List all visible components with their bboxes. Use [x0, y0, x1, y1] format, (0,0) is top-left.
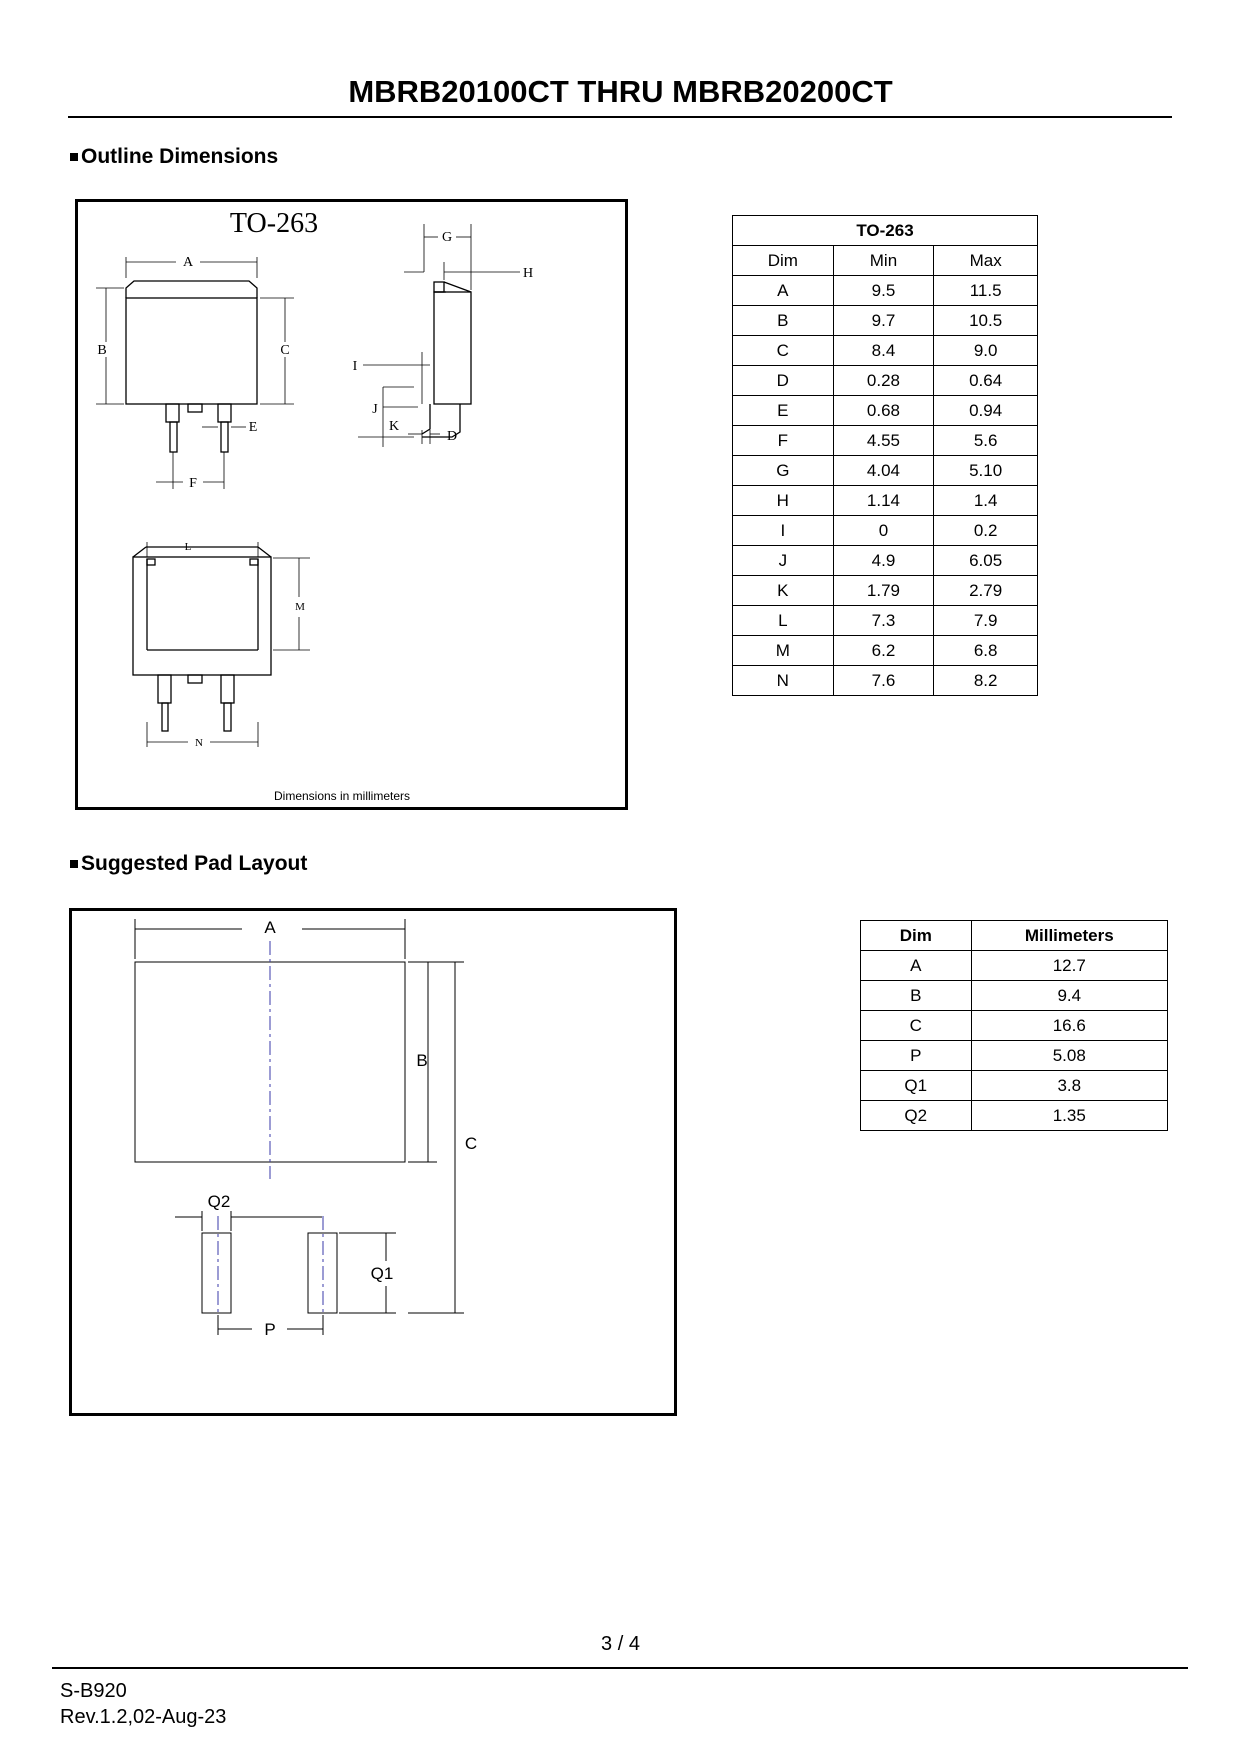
drawing-title: TO-263: [229, 208, 319, 239]
table-caption: TO-263: [733, 216, 1038, 246]
outline-dimension-table: [732, 215, 1038, 696]
table-row: N 7.6 8.2: [733, 666, 1038, 696]
pad-heading: [70, 852, 307, 876]
outline-heading-text: Outline Dimensions: [81, 145, 279, 168]
dim-label-h: H: [522, 266, 534, 281]
tab-outline: [126, 281, 257, 298]
document-id: S-B920: [60, 1680, 127, 1702]
col-header: Dim: [861, 921, 972, 951]
dim-label-a: A: [182, 255, 194, 270]
units-note: Dimensions in millimeters: [273, 789, 411, 803]
title-rule: [68, 116, 1172, 118]
dim-label-e: E: [248, 420, 258, 435]
table-row: F 4.55 5.6: [733, 426, 1038, 456]
table-row: Q1 3.8: [861, 1071, 1168, 1101]
pad-label-c: C: [464, 1134, 478, 1153]
pad-label-p: P: [264, 1320, 276, 1339]
dim-label-l: L: [184, 541, 192, 553]
bottom-body: [133, 557, 271, 675]
outline-drawing: [78, 202, 625, 807]
table-row: B 9.7 10.5: [733, 306, 1038, 336]
lead-pad-left: [202, 1233, 231, 1313]
table-row: E 0.68 0.94: [733, 396, 1038, 426]
dim-label-d: D: [446, 429, 458, 444]
table-row: C 8.4 9.0: [733, 336, 1038, 366]
square-bullet-icon: [70, 860, 78, 868]
table-row: C 16.6: [861, 1011, 1168, 1041]
pad-drawing: [72, 911, 674, 1413]
table-row: I 0 0.2: [733, 516, 1038, 546]
table-row: M 6.2 6.8: [733, 636, 1038, 666]
dim-label-m: M: [295, 601, 305, 613]
table-row: G 4.04 5.10: [733, 456, 1038, 486]
table-row: L 7.3 7.9: [733, 606, 1038, 636]
table-row: A 12.7: [861, 951, 1168, 981]
col-header: Min: [833, 246, 934, 276]
pad-label-q2: Q2: [207, 1192, 231, 1211]
table-row: P 5.08: [861, 1041, 1168, 1071]
pad-label-b: B: [416, 1051, 428, 1070]
page-number: 3 / 4: [601, 1633, 640, 1655]
revision-info: Rev.1.2,02-Aug-23: [60, 1706, 227, 1728]
footer-rule: [52, 1667, 1188, 1669]
dim-label-k: K: [388, 419, 400, 434]
dim-label-n: N: [195, 737, 203, 749]
dim-label-f: F: [189, 476, 197, 491]
table-row: Q2 1.35: [861, 1101, 1168, 1131]
table-row: J 4.9 6.05: [733, 546, 1038, 576]
table-row: D 0.28 0.64: [733, 366, 1038, 396]
dim-label-g: G: [441, 230, 453, 245]
dim-label-b: B: [97, 343, 107, 358]
dim-label-j: J: [372, 402, 378, 417]
front-body: [126, 298, 257, 404]
pad-heading-text: Suggested Pad Layout: [81, 852, 308, 875]
page-title: MBRB20100CT THRU MBRB20200CT: [348, 74, 893, 109]
dim-label-c: C: [280, 343, 290, 358]
outline-drawing-box: [75, 199, 628, 810]
col-header: Millimeters: [971, 921, 1167, 951]
side-body: [434, 292, 471, 404]
col-header: Max: [934, 246, 1038, 276]
pad-drawing-box: [69, 908, 677, 1416]
pad-dimension-table: [860, 920, 1168, 1131]
pad-label-q1: Q1: [370, 1264, 394, 1283]
pad-label-a: A: [264, 918, 276, 937]
dim-label-i: I: [352, 359, 358, 374]
table-row: B 9.4: [861, 981, 1168, 1011]
table-row: K 1.79 2.79: [733, 576, 1038, 606]
table-row: H 1.14 1.4: [733, 486, 1038, 516]
col-header: Dim: [733, 246, 834, 276]
outline-heading: [70, 145, 278, 169]
square-bullet-icon: [70, 153, 78, 161]
table-row: A 9.5 11.5: [733, 276, 1038, 306]
